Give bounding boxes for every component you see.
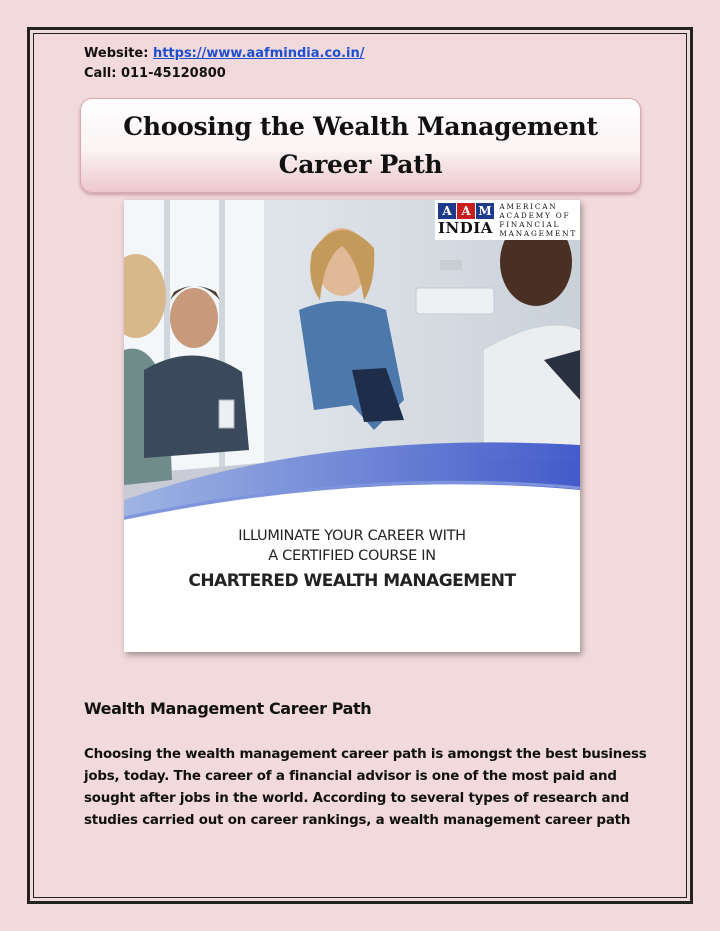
hero-caption-line-3: CHARTERED WEALTH MANAGEMENT [188,571,516,591]
body-line: studies carried out on career rankings, a wealth management career path [84,813,631,828]
body-line: jobs, today. The career of a financial advisor is one of the most paid and [84,769,617,784]
aafm-logo-mark [438,203,495,237]
title-banner [80,98,641,193]
hero-caption [124,526,580,594]
website-line [84,44,364,64]
logo-text-line: ACADEMY OF [499,211,571,220]
aafm-logo [435,200,580,240]
title-line-2: Career Path [278,149,443,179]
contact-info [84,44,364,84]
hero-image [124,200,580,652]
logo-letter: A [457,203,475,219]
logo-text [499,202,577,238]
logo-india: INDIA [438,219,493,237]
hero-caption-line-2: A CERTIFIED COURSE IN [268,548,436,564]
website-link[interactable]: https://www.aafmindia.co.in/ [152,46,365,61]
logo-text-line: AMERICAN [499,202,558,211]
logo-letter: A [438,203,456,219]
hero-caption-line-1: ILLUMINATE YOUR CAREER WITH [238,528,466,544]
section-heading: Wealth Management Career Path [84,699,372,718]
body-line: Choosing the wealth management career path is amongst the best business [84,747,647,762]
logo-letter: M [476,203,494,219]
logo-text-line: FINANCIAL [499,220,561,229]
body-paragraph [84,744,654,832]
logo-text-line: MANAGEMENT [499,229,577,238]
aafm-letters [438,203,495,219]
website-label: Website: [84,46,153,61]
title-line-1: Choosing the Wealth Management [123,111,598,141]
call-line: Call: 011-45120800 [84,66,226,81]
body-line: sought after jobs in the world. According to several types of research and [84,791,630,806]
page-title [123,108,597,184]
